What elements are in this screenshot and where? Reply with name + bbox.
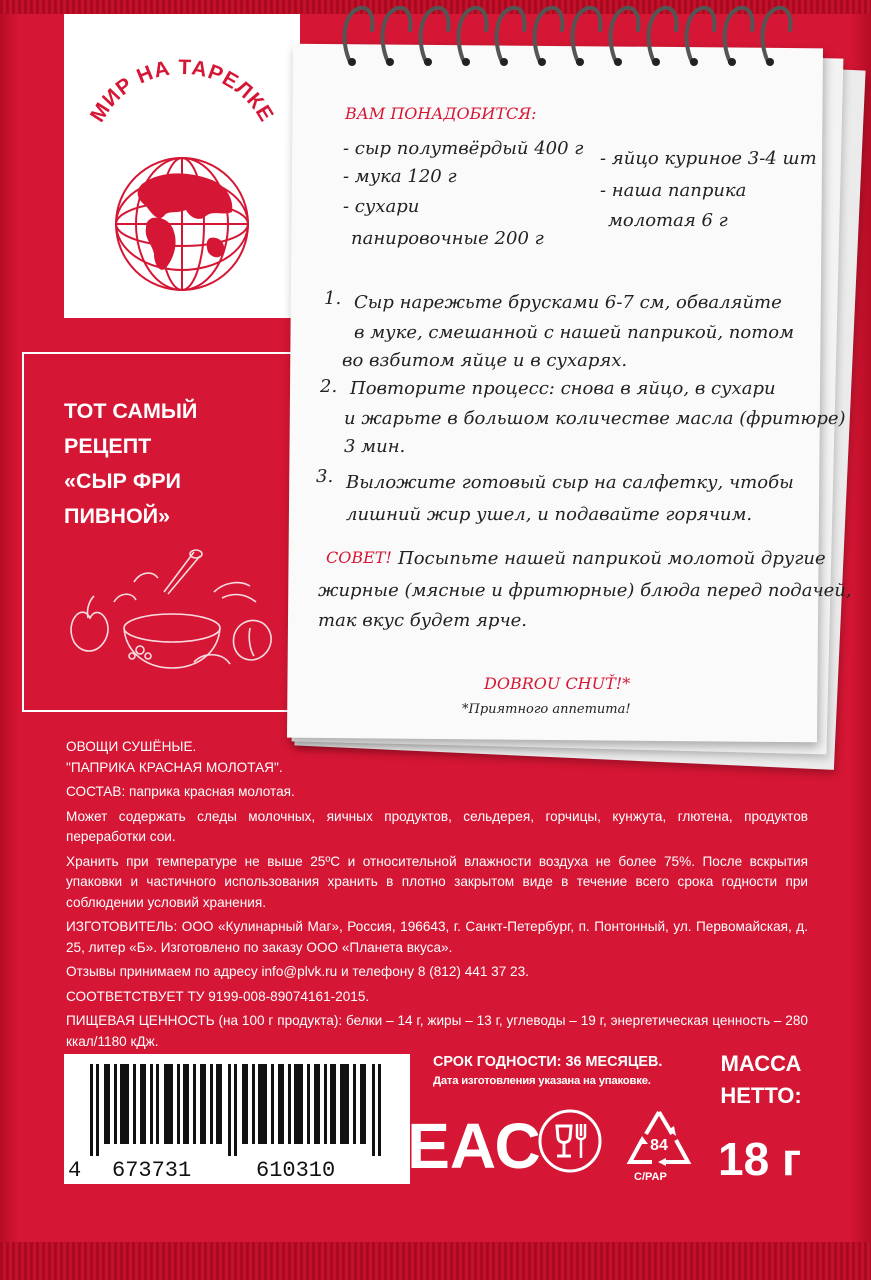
recycle-code: 84 [650, 1137, 668, 1154]
barcode-bars-icon [76, 1064, 398, 1156]
barcode-digits-right: 610310 [256, 1158, 336, 1183]
ingredient-item: панировочные 200 г [351, 228, 544, 249]
brand-tag [64, 14, 300, 318]
promo-line: РЕЦЕПТ [64, 434, 152, 458]
step-line: в муке, смешанной с нашей паприкой, потом [354, 322, 795, 343]
feedback-contacts: Отзывы принимаем по адресу info@plvk.ru и телефону 8 (812) 441 37 23. [66, 964, 529, 979]
standard-compliance: СООТВЕТСТВУЕТ ТУ 9199-008-89074161-2015. [66, 988, 370, 1004]
ingredient-item: - сыр полутвёрдый 400 г [343, 138, 584, 159]
manufacturer: ИЗГОТОВИТЕЛЬ: ООО «Кулинарный Маг», Россия, 196643, г. Санкт-Петербург, п. Понтонный, ул. Первомайская, д. 25, литер «Б». Изготовлено по заказу ООО «Планета вкуса». [66, 919, 808, 955]
shelf-life: СРОК ГОДНОСТИ: 36 МЕСЯЦЕВ. [433, 1054, 663, 1070]
promo-line: ТОТ САМЫЙ [64, 399, 198, 423]
recycle-icon [624, 1108, 694, 1172]
step-line: Сыр нарежьте брусками 6-7 см, обваляйте [354, 292, 782, 313]
barcode-digits-left: 673731 [112, 1158, 192, 1183]
step-line: во взбитом яйце и в сухарях. [342, 350, 628, 371]
ingredients-heading: ВАМ ПОНАДОБИТСЯ: [345, 104, 537, 123]
tag-zigzag-edge [64, 304, 300, 320]
spices-illustration-icon [44, 532, 284, 682]
brand-logo-text: МИР НА ТАРЕЛКЕ [85, 55, 279, 127]
net-weight-label: МАССА НЕТТО: [720, 1051, 802, 1108]
step-number: 3. [316, 466, 334, 487]
promo-title [64, 394, 264, 534]
step-line: Повторите процесс: снова в яйцо, в сухари [350, 378, 776, 399]
step-number: 2. [320, 376, 338, 397]
product-title: ОВОЩИ СУШЁНЫЕ. [66, 739, 197, 754]
step-line: 3 мин. [344, 436, 406, 457]
step-line: Выложите готовый сыр на салфетку, чтобы [346, 472, 794, 493]
svg-text:МИР НА ТАРЕЛКЕ [86, 56, 278, 126]
tip-line: Посыпьте нашей паприкой молотой другие [398, 548, 826, 569]
step-number: 1. [324, 288, 342, 309]
composition: СОСТАВ: паприка красная молотая. [66, 784, 295, 799]
tip-line: жирные (мясные и фритюрные) блюда перед подачей, [318, 580, 852, 601]
greeting: DOBROU CHUŤ!* [484, 674, 631, 693]
product-info [66, 737, 808, 1056]
storage-conditions: Хранить при температуре не выше 25ºС и относительной влажности воздуха не более 75%. После вскрытия упаковки и частичного использования хранить в плотно закрытом виде в течение всего срока годности при соблюдении условий хранения. [66, 853, 808, 910]
net-weight: 18 г [718, 1133, 802, 1185]
globe-logo-icon [64, 14, 300, 304]
ingredient-item: - яйцо куриное 3-4 шт [600, 148, 817, 169]
eac-mark-text: ЕАС [407, 1110, 541, 1182]
nutrition-facts: ПИЩЕВАЯ ЦЕННОСТЬ (на 100 г продукта): белки – 14 г, жиры – 13 г, углеводы – 19 г, энергетическая ценность – 280 ккал/1180 кДж. [66, 1013, 808, 1049]
step-line: и жарьте в большом количестве масла (фритюре) [344, 408, 846, 429]
ingredient-item: - сухари [343, 196, 420, 217]
barcode [64, 1054, 410, 1184]
ingredient-item: - мука 120 г [343, 166, 457, 187]
step-line: лишний жир ушел, и подавайте горячим. [346, 504, 753, 525]
ingredient-item: молотая 6 г [608, 210, 728, 231]
promo-line: ПИВНОЙ» [64, 504, 171, 528]
ingredient-item: - наша паприка [600, 180, 747, 201]
notepad-spiral-icon [330, 0, 830, 70]
tip-label: СОВЕТ! [326, 548, 392, 567]
greeting-note: *Приятного аппетита! [462, 702, 631, 717]
eac-mark-icon [407, 1108, 541, 1182]
production-date-note: Дата изготовления указана на упаковке. [433, 1075, 651, 1087]
tip-line: так вкус будет ярче. [318, 610, 528, 631]
product-name: "ПАПРИКА КРАСНАЯ МОЛОТАЯ". [66, 759, 283, 775]
barcode-digit-first: 4 [68, 1158, 82, 1183]
recycle-label: C/PAP [634, 1171, 667, 1183]
food-contact-icon [537, 1108, 603, 1174]
promo-line: «СЫР ФРИ [64, 469, 181, 493]
allergens: Может содержать следы молочных, яичных продуктов, сельдерея, горчицы, кунжута, глютена, продуктов переработки сои. [66, 808, 808, 844]
